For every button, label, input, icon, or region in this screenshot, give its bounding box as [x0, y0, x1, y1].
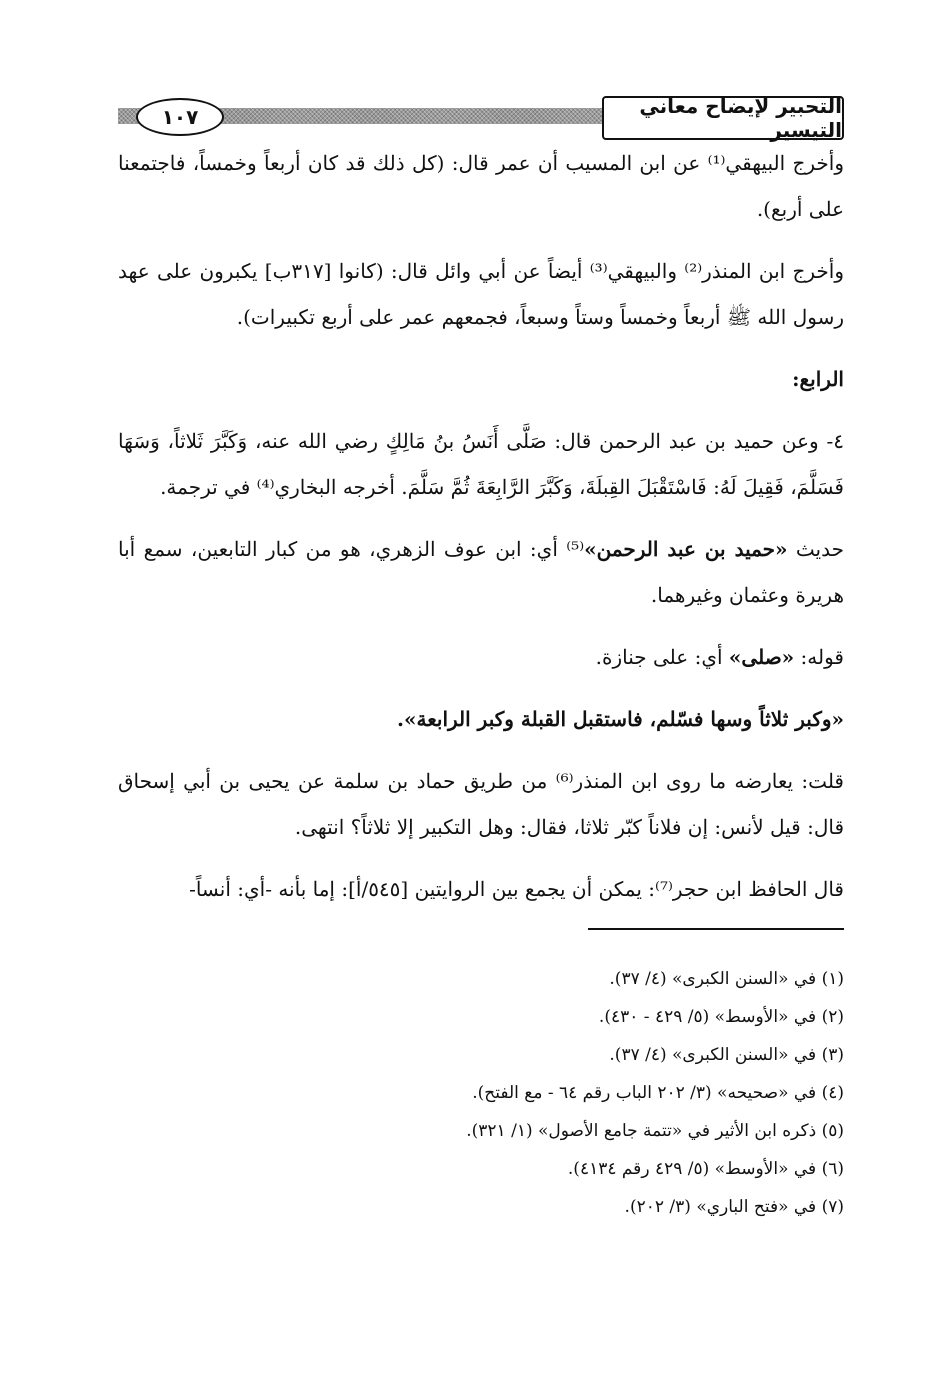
footnote: (٤) في «صحيحه» (٣/ ٢٠٢ الباب رقم ٦٤ - مع الفتح).	[472, 1083, 844, 1103]
paragraph-prefix: حديث	[787, 537, 844, 561]
footnote: (١) في «السنن الكبرى» (٤/ ٣٧).	[609, 969, 844, 989]
book-title: التحبير لإيضاح معاني التيسير	[602, 96, 844, 140]
paragraph	[118, 526, 844, 618]
footnote: (٢) في «الأوسط» (٥/ ٤٢٩ - ٤٣٠).	[598, 1007, 844, 1027]
quoted-term: «حميد بن عبد الرحمن»	[584, 537, 788, 561]
quoted-passage: «وكبر ثلاثاً وسها فسّلم، فاستقبل القبلة وكبر الرابعة».	[397, 707, 844, 731]
paragraph-prefix: قوله:	[794, 645, 844, 669]
footnote: (٦) في «الأوسط» (٥/ ٤٢٩ رقم ٤١٣٤).	[567, 1159, 844, 1179]
footnotes	[300, 960, 844, 1226]
running-header	[118, 96, 844, 140]
footnote: (٧) في «فتح الباري» (٣/ ٢٠٢).	[624, 1197, 844, 1217]
main-text	[118, 140, 844, 928]
paragraph: وأخرج البيهقي⁽¹⁾ عن ابن المسيب أن عمر قال: (كل ذلك قد كان أربعاً وخمساً، فاجتمعنا على أربع).	[118, 151, 844, 221]
paragraph: قلت: يعارضه ما روى ابن المنذر⁽⁶⁾ من طريق حماد بن سلمة عن يحيى بن أبي إسحاق قال: قيل لأنس: إن فلاناً كبّر ثلاثا، فقال: وهل التكبير إلا ثلاثاً؟ انتهى.	[118, 769, 844, 839]
section-heading: الرابع:	[792, 367, 844, 391]
footnote: (٥) ذكره ابن الأثير في «تتمة جامع الأصول» (١/ ٣٢١).	[466, 1121, 844, 1141]
paragraph-text: أي: على جنازة.	[595, 645, 729, 669]
paragraph: قال الحافظ ابن حجر⁽⁷⁾: يمكن أن يجمع بين الروايتين [٥٤٥/أ]: إما بأنه -أي: أنساً-	[189, 877, 844, 901]
page-number: ١٠٧	[136, 98, 224, 136]
footnote-divider	[588, 928, 844, 930]
paragraph-text: ⁽⁵⁾ أي: ابن عوف الزهري، هو من كبار التابعين، سمع أبا هريرة وعثمان وغيرهما.	[118, 537, 844, 607]
quoted-term: «صلى»	[728, 645, 795, 669]
hadith-paragraph: ٤- وعن حميد بن عبد الرحمن قال: صَلَّى أَنَسُ بنُ مَالِكٍ رضي الله عنه، وَكَبَّرَ ثَلاثاً، وَسَهَا فَسَلَّمَ، فَقِيلَ لَهُ: فَاسْتَقْبَلَ القِبلَةَ، وَكَبَّرَ الرَّابِعَةَ ثُمَّ سَلَّمَ. أخرجه البخاري⁽⁴⁾ في ترجمة.	[118, 429, 844, 499]
paragraph	[118, 634, 844, 680]
footnote: (٣) في «السنن الكبرى» (٤/ ٣٧).	[609, 1045, 844, 1065]
paragraph: وأخرج ابن المنذر⁽²⁾ والبيهقي⁽³⁾ أيضاً عن أبي وائل قال: (كانوا [٣١٧ب] يكبرون على عهد رسول الله ﷺ أربعاً وخمساً وستاً وسبعاً، فجمعهم عمر على أربع تكبيرات).	[118, 259, 845, 329]
